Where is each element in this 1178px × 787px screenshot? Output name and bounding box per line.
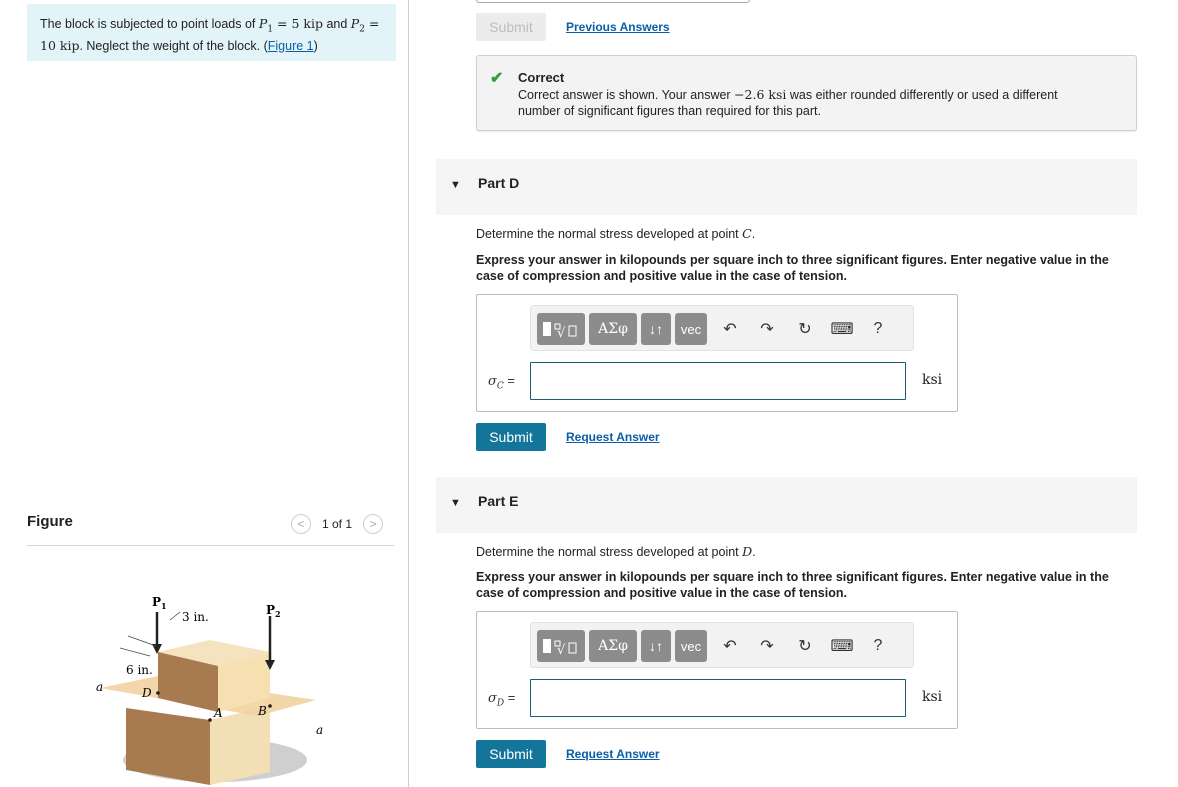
next-figure-button[interactable] — [363, 514, 383, 534]
svg-text:D: D — [142, 686, 152, 700]
figure-pager — [291, 514, 383, 534]
part-e-instruction: Express your answer in kilopounds per square inch to three significant figures. Enter negative value in the case of compression and positive value in the case of tension. — [476, 570, 1109, 600]
help-icon[interactable]: ? — [873, 637, 883, 654]
keyboard-icon[interactable]: ⌨ — [830, 638, 854, 655]
keyboard-icon[interactable]: ⌨ — [830, 321, 854, 338]
redo-icon[interactable]: ↷ — [760, 321, 774, 338]
part-c-submit-button: Submit — [476, 13, 546, 41]
block-figure — [90, 590, 330, 787]
svg-text:√: √ — [557, 643, 566, 657]
svg-text:B: B — [258, 704, 267, 718]
part-d-header[interactable] — [436, 159, 1137, 215]
part-d-title: Part D — [478, 175, 520, 191]
svg-text:√: √ — [557, 326, 566, 340]
previous-answers-link[interactable]: Previous Answers — [566, 20, 670, 34]
part-e-answer-input[interactable] — [530, 679, 906, 717]
templates-button[interactable] — [537, 630, 585, 662]
arrows-button[interactable]: ↓↑ — [641, 630, 671, 662]
figure-link[interactable]: Figure 1 — [267, 38, 314, 53]
p1-symbol: P — [258, 16, 268, 31]
part-e-submit-button[interactable]: Submit — [476, 740, 546, 768]
part-d-instruction: Express your answer in kilopounds per square inch to three significant figures. Enter negative value in the case of compression and positive value in the case of tension. — [476, 253, 1109, 283]
undo-icon[interactable]: ↶ — [723, 321, 737, 338]
math-toolbar — [530, 622, 914, 668]
feedback-title: Correct — [518, 70, 565, 85]
reset-icon[interactable]: ↻ — [798, 321, 812, 338]
redo-icon[interactable]: ↷ — [760, 638, 774, 655]
svg-text:A: A — [214, 706, 223, 720]
part-e-request-answer-link[interactable]: Request Answer — [566, 747, 660, 761]
svg-text:2: 2 — [275, 609, 281, 619]
previous-answer-input — [476, 0, 750, 3]
svg-text:1: 1 — [161, 601, 167, 611]
point-a — [208, 718, 212, 722]
checkmark-icon: ✔ — [490, 70, 504, 87]
part-d-submit-button[interactable]: Submit — [476, 423, 546, 451]
dim-line-3 — [170, 612, 180, 620]
part-e-unit: ksi — [922, 689, 943, 705]
undo-icon[interactable]: ↶ — [723, 638, 737, 655]
svg-text:a: a — [316, 723, 324, 737]
svg-text:P: P — [266, 603, 276, 617]
part-d-answer-input[interactable] — [530, 362, 906, 400]
collapse-triangle-icon[interactable]: ▼ — [450, 179, 461, 191]
figure-divider — [27, 545, 394, 546]
part-e-header[interactable] — [436, 477, 1137, 533]
reset-icon[interactable]: ↻ — [798, 638, 812, 655]
templates-icon — [541, 318, 581, 340]
point-d — [156, 691, 160, 695]
arrows-button[interactable]: ↓↑ — [641, 313, 671, 345]
svg-text:a: a — [96, 680, 104, 694]
correct-feedback — [476, 55, 1137, 131]
templates-button[interactable] — [537, 313, 585, 345]
part-d-answer-box — [476, 294, 958, 412]
svg-text:3 in.: 3 in. — [182, 610, 209, 624]
p2-symbol: P — [350, 16, 360, 31]
figure-title: Figure — [27, 513, 73, 530]
chevron-right-icon: > — [369, 517, 377, 531]
templates-icon — [541, 635, 581, 657]
greek-symbols-button[interactable]: ΑΣφ — [589, 313, 637, 345]
svg-text:6 in.: 6 in. — [126, 663, 153, 677]
point-b — [268, 704, 272, 708]
vec-button[interactable]: vec — [675, 313, 707, 345]
block-bottom-left — [126, 708, 210, 785]
column-separator — [408, 0, 409, 787]
greek-symbols-button[interactable]: ΑΣφ — [589, 630, 637, 662]
help-icon[interactable]: ? — [873, 320, 883, 337]
svg-text:P: P — [152, 595, 162, 609]
part-e-question: Determine the normal stress developed at point D. — [476, 544, 756, 559]
problem-statement: The block is subjected to point loads of $P_1 = 5$ kip and $P_2 = 10$ kip. Neglect the weight of the block. (Figure 1) — [27, 4, 396, 61]
part-e-answer-box — [476, 611, 958, 729]
figure-count: 1 of 1 — [322, 517, 353, 531]
part-d-request-answer-link[interactable]: Request Answer — [566, 430, 660, 444]
chevron-left-icon: < — [297, 517, 305, 531]
part-e-variable: $\sigma_D$ = — [488, 690, 516, 709]
dim-line-2 — [120, 648, 150, 656]
dim-line-1 — [128, 636, 156, 646]
math-toolbar — [530, 305, 914, 351]
feedback-message: Correct answer is shown. Your answer −2.6 ksi was either rounded differently or used a different number of significant figures than required for this part. — [518, 87, 1058, 118]
vec-button[interactable]: vec — [675, 630, 707, 662]
part-e-title: Part E — [478, 493, 519, 509]
part-d-variable: $\sigma_C$ = — [488, 373, 515, 392]
collapse-triangle-icon[interactable]: ▼ — [450, 497, 461, 509]
part-d-unit: ksi — [922, 372, 943, 388]
part-d-question: Determine the normal stress developed at point C. — [476, 226, 756, 241]
prev-figure-button[interactable] — [291, 514, 311, 534]
